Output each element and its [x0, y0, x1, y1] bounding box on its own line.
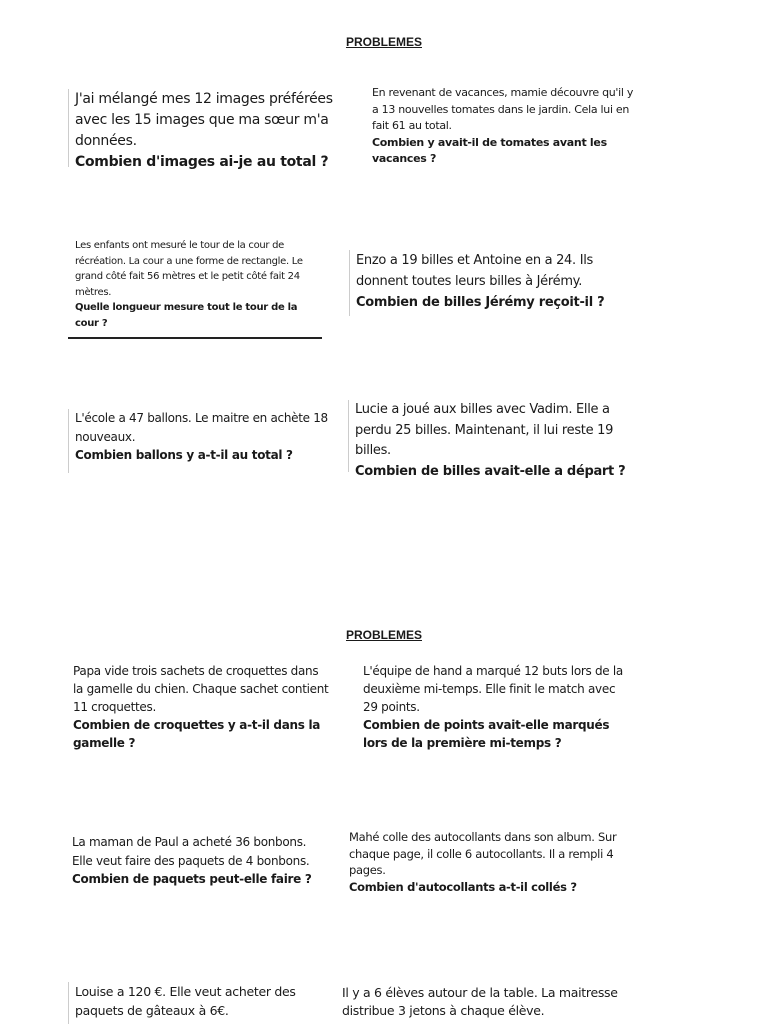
problem-question: Combien ballons y a-t-il au total ?: [75, 448, 293, 462]
problem-card-cour: [68, 238, 322, 339]
problem-question: Quelle longueur mesure tout le tour de la cour ?: [75, 302, 298, 329]
problem-question: Combien de paquets peut-elle faire ?: [72, 872, 312, 886]
problem-text: L'équipe de hand a marqué 12 buts lors de la deuxième mi-temps. Elle finit le match avec 29 points.: [363, 664, 623, 714]
problem-question: Combien de points avait-elle marqués lors de la première mi-temps ?: [363, 718, 610, 750]
page-title-1: PROBLEMES: [345, 35, 422, 49]
page-title-2: PROBLEMES: [345, 628, 422, 642]
problem-text: L'école a 47 ballons. Le maitre en achète 18 nouveaux.: [75, 411, 328, 444]
problem-question: Combien de croquettes y a-t-il dans la gamelle ?: [73, 718, 321, 750]
problem-card-croquettes: [73, 662, 331, 752]
problem-text: Les enfants ont mesuré le tour de la cour de récréation. La cour a une forme de rectangle. Le grand côté fait 56 mètres et le petit côté fait 24 mètres.: [75, 240, 303, 298]
problem-card-bonbons: [72, 833, 330, 889]
problem-text: La maman de Paul a acheté 36 bonbons. Elle veut faire des paquets de 4 bonbons.: [72, 835, 310, 868]
problem-text: Il y a 6 élèves autour de la table. La maitresse distribue 3 jetons à chaque élève.: [342, 985, 618, 1018]
problem-question: Combien de billes avait-elle a départ ?: [355, 463, 626, 479]
problem-question: Combien d'images ai-je au total ?: [75, 154, 329, 170]
problem-card-images: [68, 89, 345, 170]
problem-text: En revenant de vacances, mamie découvre qu'il y a 13 nouvelles tomates dans le jardin. Cela lui en fait 61 au total.: [372, 86, 634, 132]
problem-text: Louise a 120 €. Elle veut acheter des paquets de gâteaux à 6€.: [75, 984, 296, 1018]
problem-question: Combien d'autocollants a-t-il collés ?: [349, 879, 577, 894]
problem-card-ballons: [68, 409, 337, 473]
problem-question: Combien de billes Jérémy reçoit-il ?: [356, 295, 605, 310]
problem-card-gateaux: [68, 982, 335, 1024]
problem-question: Combien y avait-il de tomates avant les vacances ?: [372, 135, 607, 165]
problem-card-billes-jeremy: [349, 250, 646, 316]
problem-card-billes-lucie: [348, 400, 640, 479]
problem-text: Enzo a 19 billes et Antoine en a 24. Ils donnent toutes leurs billes à Jérémy.: [356, 253, 594, 289]
problem-card-hand: [363, 662, 628, 752]
problem-card-jetons: [342, 984, 630, 1020]
problem-card-autocollants: [349, 829, 624, 895]
problem-card-tomates: [372, 85, 637, 168]
problem-text: Mahé colle des autocollants dans son album. Sur chaque page, il colle 6 autocollants. Il a rempli 4 pages.: [349, 830, 617, 877]
problem-text: Papa vide trois sachets de croquettes dans la gamelle du chien. Chaque sachet contient 11 croquettes.: [73, 664, 329, 714]
problem-text: Lucie a joué aux billes avec Vadim. Elle a perdu 25 billes. Maintenant, il lui reste 19 billes.: [355, 402, 614, 458]
problem-text: J'ai mélangé mes 12 images préférées avec les 15 images que ma sœur m'a données.: [75, 91, 333, 149]
